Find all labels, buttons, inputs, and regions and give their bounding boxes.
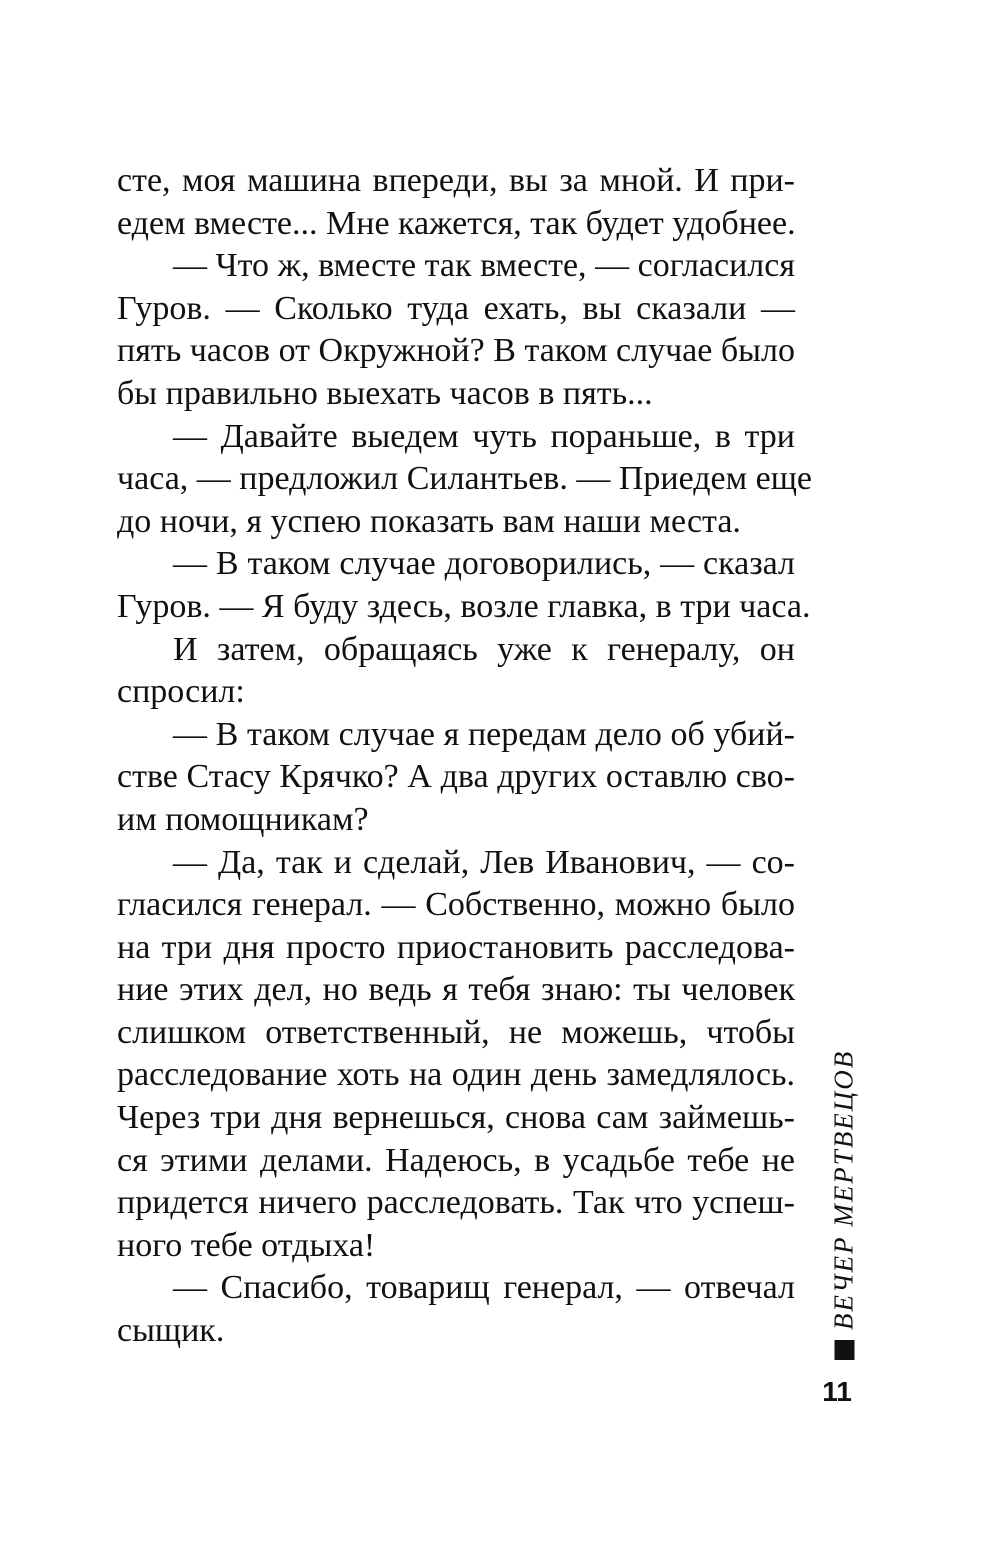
text-line: часа, — предложил Силантьев. — Приедем еще [117,460,812,498]
text-line: на три дня просто приостановить расследова- [117,928,795,966]
text-line: Через три дня вернешься, снова сам займешь- [117,1099,795,1137]
page-number: 11 [822,1376,852,1407]
text-line: ся этими делами. Надеюсь, в усадьбе тебе не [117,1141,795,1179]
text-line: бы правильно выехать часов в пять... [117,374,653,412]
text-line: — В таком случае договорились, — сказал [173,545,795,583]
text-line: ние этих дел, но ведь я тебя знаю: ты человек [117,971,795,1009]
text-line: Гуров. — Я буду здесь, возле главка, в три часа. [117,587,811,625]
text-line: Гуров. — Сколько туда ехать, вы сказали — [117,289,795,327]
text-line: — Что ж, вместе так вместе, — согласился [173,247,795,285]
text-line: им помощникам? [117,800,369,838]
text-line: едем вместе... Мне кажется, так будет удобнее. [117,204,796,242]
text-line: сыщик. [117,1312,225,1350]
text-line: — Да, так и сделай, Лев Иванович, — со- [173,843,795,881]
text-line: И затем, обращаясь уже к генералу, он [173,630,795,668]
text-line: — Спасибо, товарищ генерал, — отвечал [173,1269,795,1307]
text-line: гласился генерал. — Собственно, можно было [117,886,795,924]
text-line: ного тебе отдыха! [117,1226,376,1264]
text-line: слишком ответственный, не можешь, чтобы [117,1013,795,1051]
body-text [117,160,812,1353]
text-line: до ночи, я успею показать вам наши места. [117,502,741,540]
text-line: придется ничего расследовать. Так что успеш- [117,1184,795,1222]
text-line: спросил: [117,673,245,711]
text-line: сте, моя машина впереди, вы за мной. И при- [117,162,795,199]
running-title-label: ВЕЧЕР МЕРТВЕЦОВ [828,1049,859,1330]
running-title [822,1049,866,1360]
text-line: расследование хоть на один день замедлялось. [117,1056,795,1094]
text-line: пять часов от Окружной? В таком случае было [117,332,795,370]
square-bullet-icon [834,1340,854,1360]
text-line: — Давайте выедем чуть пораньше, в три [173,417,795,455]
text-line: — В таком случае я передам дело об убий- [173,715,795,753]
text-line: стве Стасу Крячко? А два других оставлю сво- [117,758,795,796]
